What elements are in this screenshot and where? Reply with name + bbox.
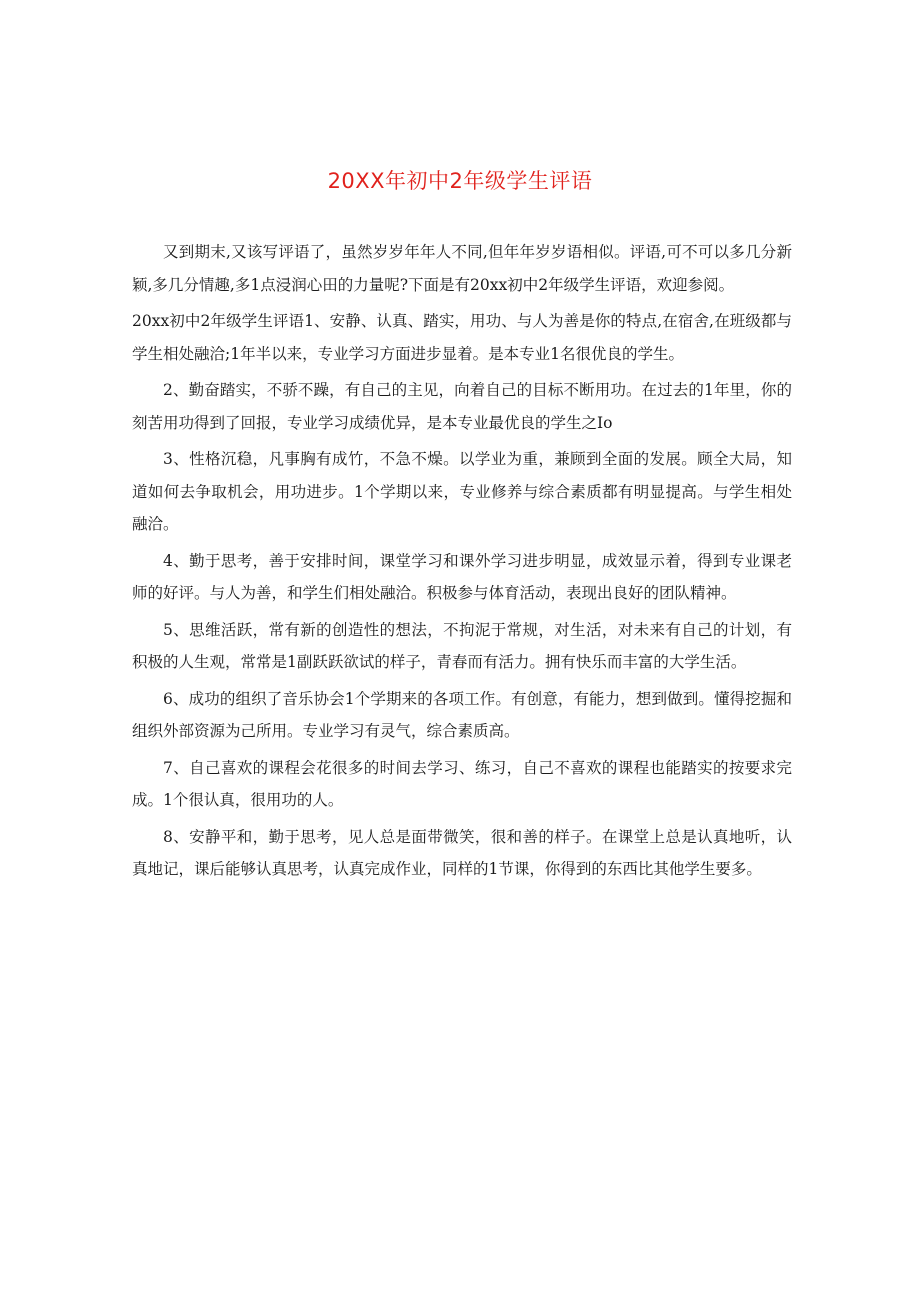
paragraph-comment-8: 8、安静平和，勤于思考，见人总是面带微笑，很和善的样子。在课堂上总是认真地听，认真地记，课后能够认真思考，认真完成作业，同样的1节课，你得到的东西比其他学生要多。 <box>132 827 792 878</box>
paragraph-comment-7: 7、自己喜欢的课程会花很多的时间去学习、练习，自己不喜欢的课程也能踏实的按要求完成。1个很认真，很用功的人。 <box>132 758 792 809</box>
document-body <box>132 236 792 890</box>
paragraph-comment-6: 6、成功的组织了音乐协会1个学期来的各项工作。有创意，有能力，想到做到。懂得挖掘和组织外部资源为己所用。专业学习有灵气，综合素质高。 <box>132 689 792 740</box>
document-title: 20XX年初中2年级学生评语 <box>327 169 593 193</box>
paragraph-comment-4: 4、勤于思考，善于安排时间，课堂学习和课外学习进步明显，成效显示着，得到专业课老师的好评。与人为善，和学生们相处融洽。积极参与体育活动，表现出良好的团队精神。 <box>132 551 792 602</box>
paragraph-comment-1: 20xx初中2年级学生评语1、安静、认真、踏实，用功、与人为善是你的特点,在宿舍,在班级都与学生相处融洽;1年半以来，专业学习方面进步显着。是本专业1名很优良的学生。 <box>132 312 792 363</box>
paragraph-comment-2: 2、勤奋踏实，不骄不躁，有自己的主见，向着自己的目标不断用功。在过去的1年里，你的刻苦用功得到了回报，专业学习成绩优异，是本专业最优良的学生之Io <box>132 381 792 432</box>
paragraph-intro: 又到期末,又该写评语了，虽然岁岁年年人不同,但年年岁岁语相似。评语,可不可以多几分新颖,多几分情趣,多1点浸润心田的力量呢?下面是有20xx初中2年级学生评语，欢迎参阅。 <box>132 243 792 294</box>
paragraph-comment-3: 3、性格沉稳，凡事胸有成竹，不急不燥。以学业为重，兼顾到全面的发展。顾全大局，知道如何去争取机会，用功进步。1个学期以来，专业修养与综合素质都有明显提高。与学生相处融洽。 <box>132 450 792 533</box>
paragraph-comment-5: 5、思维活跃，常有新的创造性的想法，不拘泥于常规，对生活，对未来有自己的计划，有积极的人生观，常常是1副跃跃欲试的样子，青春而有活力。拥有快乐而丰富的大学生活。 <box>132 620 792 671</box>
